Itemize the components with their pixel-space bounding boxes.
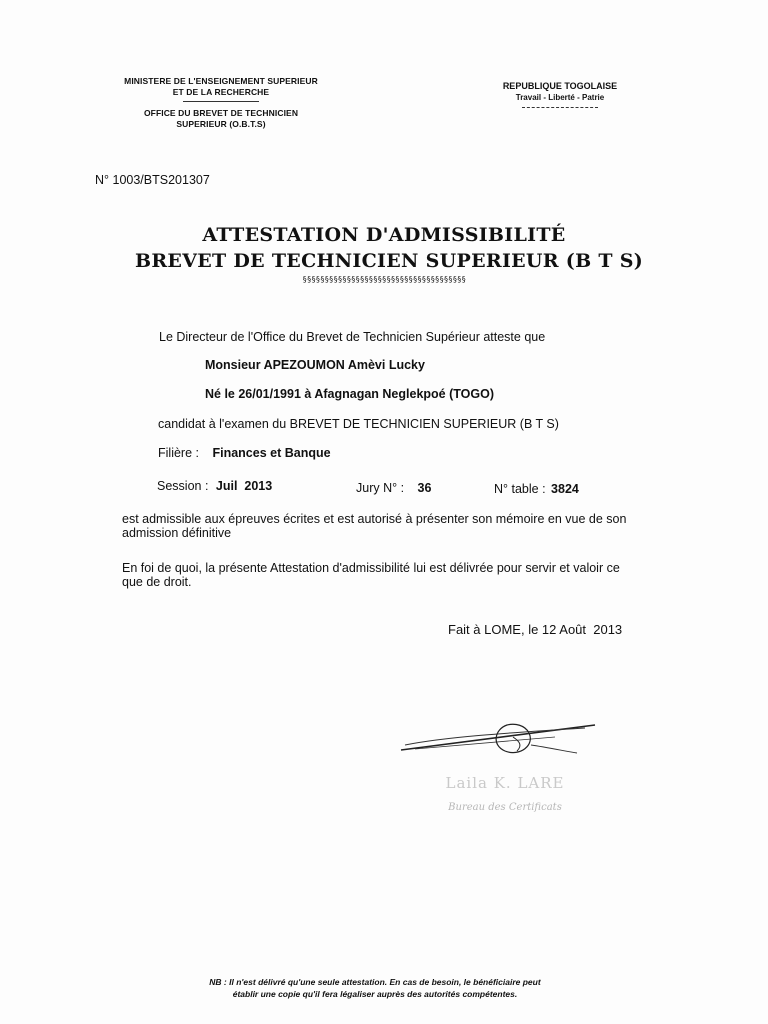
stamp-title: Bureau des Certificats: [448, 802, 562, 813]
intro-text: Le Directeur de l'Office du Brevet de Technicien Supérieur atteste que: [159, 330, 546, 344]
filiere-row: [158, 446, 331, 460]
closing-text: En foi de quoi, la présente Attestation d'admissibilité lui est délivrée pour servir et valoir ce que de droit.: [122, 561, 620, 589]
table-label: N° table :: [494, 482, 546, 496]
title-line-1: ATTESTATION D'ADMISSIBILITÉ: [202, 224, 566, 246]
republic-name: REPUBLIQUE TOGOLAISE: [502, 81, 618, 91]
session-value: Juil 2013: [215, 479, 273, 493]
ministry-header: [96, 76, 346, 130]
filiere-value: Finances et Banque: [212, 446, 331, 460]
republic-divider: [522, 107, 598, 108]
reference-number: N° 1003/BTS201307: [95, 173, 210, 187]
footnote-line-1: NB : Il n'est délivré qu'une seule attestation. En cas de besoin, le bénéficiaire peut: [209, 977, 541, 987]
session-label: Session :: [157, 479, 209, 493]
table-value: 3824: [551, 482, 579, 496]
birth-info: Né le 26/01/1991 à Afagnagan Neglekpoé (TOGO): [205, 387, 494, 401]
ministry-divider: [183, 101, 259, 102]
ministry-line-2: ET DE LA RECHERCHE: [172, 87, 270, 97]
exam-line: candidat à l'examen du BREVET DE TECHNICIEN SUPERIEUR (B T S): [158, 417, 559, 431]
footnote: [150, 976, 600, 1000]
republic-motto: Travail - Liberté - Patrie: [515, 93, 605, 102]
title-line-2: BREVET DE TECHNICIEN SUPERIEUR (B T S): [134, 250, 644, 272]
filiere-label: Filière :: [158, 446, 199, 460]
title-ornament: §§§§§§§§§§§§§§§§§§§§§§§§§§§§§§§§§§§§§: [302, 275, 466, 284]
jury-value: 36: [417, 481, 432, 495]
republic-header: [480, 80, 640, 108]
jury-label: Jury N° :: [356, 481, 405, 495]
stamp-name: Laila K. LARE: [445, 774, 565, 792]
admissible-text: est admissible aux épreuves écrites et est autorisé à présenter son mémoire en vue de son admission définitive: [122, 512, 627, 540]
candidate-name: Monsieur APEZOUMON Amèvi Lucky: [205, 358, 425, 372]
issue-date: Fait à LOME, le 12 Août 2013: [448, 622, 623, 637]
table-row: [494, 482, 579, 496]
jury-row: [356, 481, 431, 495]
office-line-2: SUPERIEUR (O.B.T.S): [176, 119, 266, 129]
office-line-1: OFFICE DU BREVET DE TECHNICIEN: [143, 108, 299, 118]
ministry-line-1: MINISTERE DE L'ENSEIGNEMENT SUPERIEUR: [124, 76, 318, 86]
footnote-line-2: établir une copie qu'il fera légaliser auprès des autorités compétentes.: [232, 989, 518, 999]
signature-stamp: [395, 715, 625, 835]
document-title: [0, 222, 768, 285]
session-row: [157, 479, 272, 493]
